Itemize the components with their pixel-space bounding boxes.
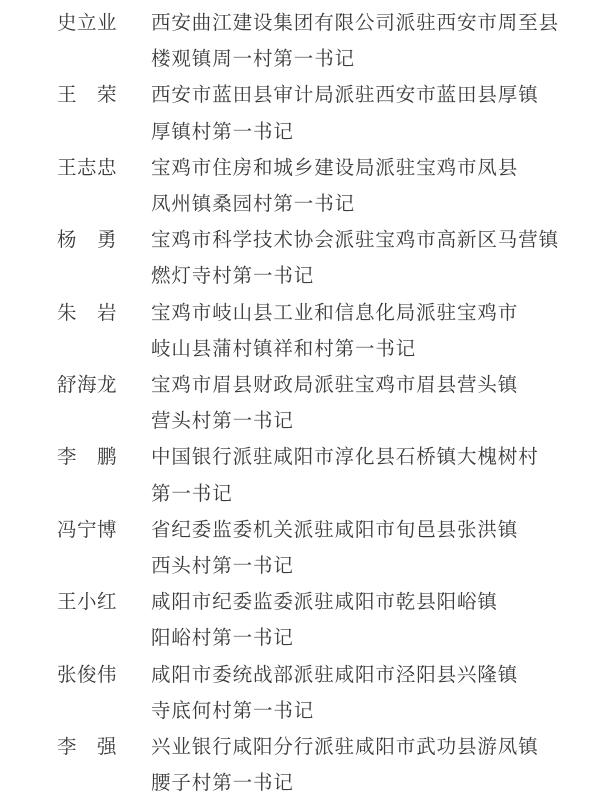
list-item [0,513,600,585]
assignment [151,6,580,78]
person-name: 朱 岩 [57,302,118,324]
list-item [0,658,600,730]
person-name: 史立业 [57,13,118,34]
assignment-line-1: 省纪委监委机关派驻咸阳市旬邑县张洪镇 [151,519,519,541]
assignment [151,296,580,368]
assignment [151,440,580,512]
assignment [151,78,580,150]
person-name: 王 荣 [57,85,118,107]
assignment-line-1: 兴业银行咸阳分行派驻咸阳市武功县游凤镇 [151,737,539,759]
person-name: 张俊伟 [57,664,118,686]
assignment-line-2: 岐山县蒲村镇祥和村第一书记 [151,338,417,360]
list-item [0,440,600,512]
assignment [151,658,580,730]
assignment-line-1: 西安曲江建设集团有限公司派驻西安市周至县 [151,13,560,34]
person-name: 冯宁博 [57,519,118,541]
assignment [151,585,580,657]
assignment-line-2: 寺底何村第一书记 [151,700,315,722]
assignment-line-2: 厚镇村第一书记 [151,121,294,143]
person-name: 王小红 [57,592,118,614]
assignment-line-2: 第一书记 [151,483,233,505]
assignment-line-2: 阳峪村第一书记 [151,628,294,650]
list-item [0,730,600,802]
assignment [151,513,580,585]
assignment-line-1: 中国银行派驻咸阳市淳化县石桥镇大槐树村 [151,447,539,469]
list-item [0,585,600,657]
assignment-line-2: 西头村第一书记 [151,556,294,578]
list-item [0,151,600,223]
assignment-line-1: 咸阳市纪委监委派驻咸阳市乾县阳峪镇 [151,592,498,614]
assignment-line-1: 咸阳市委统战部派驻咸阳市泾阳县兴隆镇 [151,664,519,686]
assignment [151,730,580,802]
list-item [0,296,600,368]
person-name: 李 鹏 [57,447,118,469]
assignment [151,151,580,223]
assignment-line-1: 宝鸡市岐山县工业和信息化局派驻宝鸡市 [151,302,519,324]
person-name: 杨 勇 [57,230,118,252]
assignment-line-2: 楼观镇周一村第一书记 [151,49,356,71]
list-item [0,223,600,295]
list-item [0,368,600,440]
assignment-line-2: 营头村第一书记 [151,411,294,433]
person-name: 王志忠 [57,157,118,179]
person-name: 舒海龙 [57,375,118,397]
assignment-line-1: 宝鸡市住房和城乡建设局派驻宝鸡市凤县 [151,157,519,179]
person-name: 李 强 [57,737,118,759]
assignment-line-2: 燃灯寺村第一书记 [151,266,315,288]
assignment-line-2: 凤州镇桑园村第一书记 [151,194,356,216]
assignment-line-1: 西安市蓝田县审计局派驻西安市蓝田县厚镇 [151,85,539,107]
assignment-line-2: 腰子村第一书记 [151,773,294,795]
assignment [151,368,580,440]
assignment [151,223,580,295]
list-item [0,6,600,78]
assignment-line-1: 宝鸡市眉县财政局派驻宝鸡市眉县营头镇 [151,375,519,397]
list-item [0,78,600,150]
assignment-line-1: 宝鸡市科学技术协会派驻宝鸡市高新区马营镇 [151,230,560,252]
